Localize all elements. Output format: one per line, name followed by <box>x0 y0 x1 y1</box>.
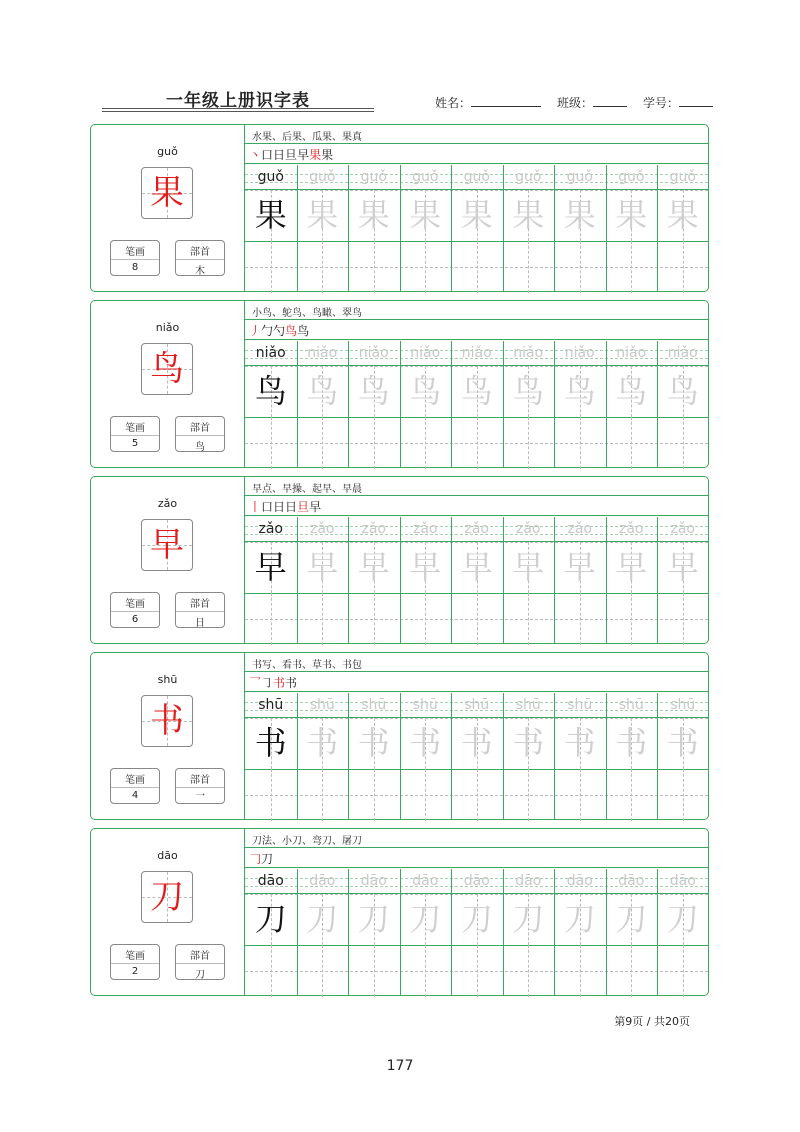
pinyin-cell[interactable]: zǎo <box>464 521 489 537</box>
stroke-count-value: 2 <box>131 966 139 977</box>
stroke-count-box <box>110 768 160 804</box>
stroke-step: 口 <box>261 148 274 162</box>
radical-box <box>175 240 225 276</box>
char-cell: 早 <box>254 548 287 586</box>
char-cell[interactable]: 刀 <box>409 900 442 938</box>
stroke-step: 旦 <box>297 500 310 514</box>
radical-value: 木 <box>195 266 205 277</box>
stroke-count-value: 5 <box>131 438 139 449</box>
char-cell[interactable]: 书 <box>357 724 390 762</box>
char-cell[interactable]: 鸟 <box>615 372 648 410</box>
big-char: 早 <box>150 525 184 565</box>
stroke-count-box <box>110 944 160 980</box>
stroke-step: ㇆ <box>261 676 274 690</box>
name-label: 姓名： <box>435 96 472 110</box>
char-cell[interactable]: 鸟 <box>666 372 699 410</box>
page-info: 第9页 / 共20页 <box>614 1015 690 1028</box>
pinyin-cell[interactable]: zǎo <box>516 521 541 537</box>
char-cell[interactable]: 果 <box>563 196 596 234</box>
radical-label: 部首 <box>190 599 210 610</box>
card-pinyin: shū <box>157 673 178 686</box>
pinyin-cell[interactable]: niǎo <box>410 345 441 361</box>
char-cell[interactable]: 书 <box>563 724 596 762</box>
char-cell[interactable]: 早 <box>666 548 699 586</box>
radical-value: 日 <box>195 618 205 629</box>
practice-grid <box>245 693 708 819</box>
char-cell[interactable]: 书 <box>409 724 442 762</box>
stroke-count-label: 笔画 <box>125 775 145 786</box>
stroke-step: 刀 <box>261 852 274 866</box>
stroke-order <box>249 322 309 339</box>
pinyin-cell: dāo <box>257 873 284 889</box>
pinyin-cell[interactable]: dāo <box>309 873 336 889</box>
stroke-step: 乛 <box>249 676 262 690</box>
example-words: 水果、后果、瓜果、果真 <box>252 132 362 143</box>
stroke-order <box>249 850 273 867</box>
stroke-order <box>249 674 297 691</box>
stroke-step: 旦 <box>285 148 298 162</box>
character-card <box>90 652 709 820</box>
card-info-panel <box>91 829 245 995</box>
char-cell: 刀 <box>254 900 287 938</box>
stroke-step: 日 <box>273 500 286 514</box>
char-cell: 鸟 <box>254 372 287 410</box>
stroke-step: 丨 <box>249 500 262 514</box>
big-char-box <box>141 519 193 571</box>
number-label: 学号： <box>643 96 680 110</box>
char-cell[interactable]: 早 <box>306 548 339 586</box>
pinyin-cell[interactable]: zǎo <box>567 521 592 537</box>
pinyin-cell[interactable]: niǎo <box>461 345 492 361</box>
stroke-count-value: 4 <box>131 790 139 801</box>
char-cell[interactable]: 果 <box>357 196 390 234</box>
example-words: 早点、早操、起早、早晨 <box>252 484 362 495</box>
radical-value: 鸟 <box>195 442 205 453</box>
char-cell[interactable]: 书 <box>460 724 493 762</box>
practice-grid <box>245 869 708 995</box>
char-cell[interactable]: 刀 <box>666 900 699 938</box>
radical-label: 部首 <box>190 247 210 258</box>
char-cell[interactable]: 刀 <box>512 900 545 938</box>
char-cell[interactable]: 鸟 <box>512 372 545 410</box>
card-info-panel <box>91 125 245 291</box>
pinyin-cell[interactable]: guǒ <box>463 169 490 185</box>
char-cell[interactable]: 刀 <box>615 900 648 938</box>
pinyin-cell[interactable]: niǎo <box>616 345 647 361</box>
pinyin-cell[interactable]: niǎo <box>564 345 595 361</box>
char-cell[interactable]: 早 <box>357 548 390 586</box>
pinyin-cell[interactable]: shū <box>670 697 696 713</box>
big-char: 鸟 <box>150 349 184 389</box>
pinyin-cell[interactable]: guǒ <box>309 169 336 185</box>
stroke-count-value: 8 <box>131 262 139 273</box>
character-card <box>90 300 709 468</box>
character-card <box>90 476 709 644</box>
character-card <box>90 828 709 996</box>
pinyin-cell[interactable]: zǎo <box>413 521 438 537</box>
char-cell[interactable]: 书 <box>666 724 699 762</box>
pinyin-cell[interactable]: niǎo <box>667 345 698 361</box>
stroke-order <box>249 146 333 163</box>
pinyin-cell[interactable]: shū <box>412 697 438 713</box>
big-char-box <box>141 167 193 219</box>
stroke-count-label: 笔画 <box>125 951 145 962</box>
stroke-step: 日 <box>273 148 286 162</box>
stroke-count-box <box>110 592 160 628</box>
big-char-box <box>141 871 193 923</box>
title-underline-2 <box>102 111 374 112</box>
pinyin-cell[interactable]: guǒ <box>566 169 593 185</box>
stroke-step: 书 <box>285 676 298 690</box>
character-card <box>90 124 709 292</box>
pinyin-cell[interactable]: guǒ <box>412 169 439 185</box>
title-underline <box>102 108 374 109</box>
stroke-count-box <box>110 240 160 276</box>
card-info-panel <box>91 653 245 819</box>
big-char-box <box>141 695 193 747</box>
pinyin-cell: zǎo <box>258 521 283 537</box>
big-char: 刀 <box>150 877 184 917</box>
radical-label: 部首 <box>190 775 210 786</box>
char-cell[interactable]: 鸟 <box>357 372 390 410</box>
stroke-count-value: 6 <box>131 614 139 625</box>
stroke-count-label: 笔画 <box>125 247 145 258</box>
radical-box <box>175 768 225 804</box>
student-fields <box>435 94 713 111</box>
card-pinyin: dāo <box>157 849 178 862</box>
pinyin-cell[interactable]: guǒ <box>669 169 696 185</box>
char-cell[interactable]: 书 <box>306 724 339 762</box>
radical-box <box>175 944 225 980</box>
practice-panel <box>245 125 708 291</box>
pinyin-cell[interactable]: dāo <box>515 873 542 889</box>
radical-label: 部首 <box>190 951 210 962</box>
char-cell[interactable]: 刀 <box>357 900 390 938</box>
practice-grid <box>245 341 708 467</box>
pinyin-cell[interactable]: shū <box>309 697 335 713</box>
page-number: 177 <box>386 1058 414 1074</box>
practice-panel <box>245 477 708 643</box>
pinyin-cell[interactable]: dāo <box>412 873 439 889</box>
pinyin-cell[interactable]: guǒ <box>515 169 542 185</box>
stroke-step: 日 <box>285 500 298 514</box>
char-cell[interactable]: 早 <box>563 548 596 586</box>
practice-panel <box>245 653 708 819</box>
stroke-step: 勹 <box>261 324 274 338</box>
char-cell[interactable]: 鸟 <box>409 372 442 410</box>
char-cell[interactable]: 果 <box>512 196 545 234</box>
class-label: 班级： <box>557 96 594 110</box>
stroke-step: 丿 <box>249 324 262 338</box>
example-words: 小鸟、鸵鸟、鸟瞰、翠鸟 <box>252 308 362 319</box>
char-cell[interactable]: 果 <box>666 196 699 234</box>
char-cell[interactable]: 鸟 <box>460 372 493 410</box>
pinyin-cell[interactable]: niǎo <box>358 345 389 361</box>
char-cell[interactable]: 果 <box>306 196 339 234</box>
stroke-step: 果 <box>321 148 334 162</box>
big-char-box <box>141 343 193 395</box>
pinyin-cell[interactable]: shū <box>361 697 387 713</box>
char-cell[interactable]: 刀 <box>306 900 339 938</box>
pinyin-cell[interactable]: dāo <box>463 873 490 889</box>
radical-box <box>175 592 225 628</box>
pinyin-cell[interactable]: shū <box>618 697 644 713</box>
radical-label: 部首 <box>190 423 210 434</box>
practice-panel <box>245 829 708 995</box>
pinyin-cell[interactable]: zǎo <box>310 521 335 537</box>
practice-grid <box>245 517 708 643</box>
number-blank[interactable] <box>679 94 713 107</box>
card-info-panel <box>91 301 245 467</box>
big-char: 果 <box>150 173 184 213</box>
card-pinyin: zǎo <box>157 497 178 510</box>
radical-value: 刀 <box>195 970 205 981</box>
pinyin-cell[interactable]: niǎo <box>307 345 338 361</box>
stroke-count-label: 笔画 <box>125 599 145 610</box>
radical-box <box>175 416 225 452</box>
name-blank[interactable] <box>471 94 541 107</box>
example-words: 刀法、小刀、弯刀、屠刀 <box>252 836 362 847</box>
card-pinyin: guǒ <box>157 145 178 158</box>
stroke-step: 口 <box>261 500 274 514</box>
card-pinyin: niǎo <box>155 321 180 334</box>
stroke-step: 早 <box>309 500 322 514</box>
stroke-count-label: 笔画 <box>125 423 145 434</box>
big-char: 书 <box>150 701 184 741</box>
page-header <box>90 80 710 116</box>
char-cell[interactable]: 刀 <box>563 900 596 938</box>
stroke-step: 鸟 <box>285 324 298 338</box>
example-words: 书写、看书、草书、书包 <box>252 660 362 671</box>
stroke-step: 𠃌 <box>249 852 262 866</box>
char-cell: 果 <box>254 196 287 234</box>
stroke-step: 早 <box>297 148 310 162</box>
stroke-order <box>249 498 321 515</box>
char-cell[interactable]: 鸟 <box>563 372 596 410</box>
char-cell[interactable]: 早 <box>512 548 545 586</box>
pinyin-cell: guǒ <box>257 169 284 185</box>
page-title: 一年级上册识字表 <box>166 91 310 111</box>
char-cell[interactable]: 书 <box>512 724 545 762</box>
pinyin-cell[interactable]: dāo <box>618 873 645 889</box>
stroke-step: 勺 <box>273 324 286 338</box>
pinyin-cell[interactable]: zǎo <box>361 521 386 537</box>
pinyin-cell: shū <box>258 697 284 713</box>
stroke-step: 书 <box>273 676 286 690</box>
stroke-step: 鸟 <box>297 324 310 338</box>
practice-grid <box>245 165 708 291</box>
stroke-step: 果 <box>309 148 322 162</box>
char-cell[interactable]: 早 <box>615 548 648 586</box>
char-cell: 书 <box>254 724 287 762</box>
stroke-step: 丶 <box>249 148 262 162</box>
char-cell[interactable]: 果 <box>460 196 493 234</box>
pinyin-cell[interactable]: zǎo <box>670 521 695 537</box>
pinyin-cell: niǎo <box>255 345 286 361</box>
radical-value: 乛 <box>195 794 205 805</box>
practice-panel <box>245 301 708 467</box>
char-cell[interactable]: 果 <box>615 196 648 234</box>
pinyin-cell[interactable]: dāo <box>669 873 696 889</box>
char-cell[interactable]: 书 <box>615 724 648 762</box>
pinyin-cell[interactable]: guǒ <box>360 169 387 185</box>
class-blank[interactable] <box>593 94 627 107</box>
pinyin-cell[interactable]: dāo <box>566 873 593 889</box>
pinyin-cell[interactable]: niǎo <box>513 345 544 361</box>
pinyin-cell[interactable]: shū <box>515 697 541 713</box>
pinyin-cell[interactable]: guǒ <box>618 169 645 185</box>
pinyin-cell[interactable]: zǎo <box>619 521 644 537</box>
pinyin-cell[interactable]: shū <box>567 697 593 713</box>
char-cell[interactable]: 早 <box>460 548 493 586</box>
pinyin-cell[interactable]: shū <box>464 697 490 713</box>
char-cell[interactable]: 果 <box>409 196 442 234</box>
stroke-count-box <box>110 416 160 452</box>
pinyin-cell[interactable]: dāo <box>360 873 387 889</box>
card-info-panel <box>91 477 245 643</box>
char-cell[interactable]: 早 <box>409 548 442 586</box>
char-cell[interactable]: 鸟 <box>306 372 339 410</box>
char-cell[interactable]: 刀 <box>460 900 493 938</box>
